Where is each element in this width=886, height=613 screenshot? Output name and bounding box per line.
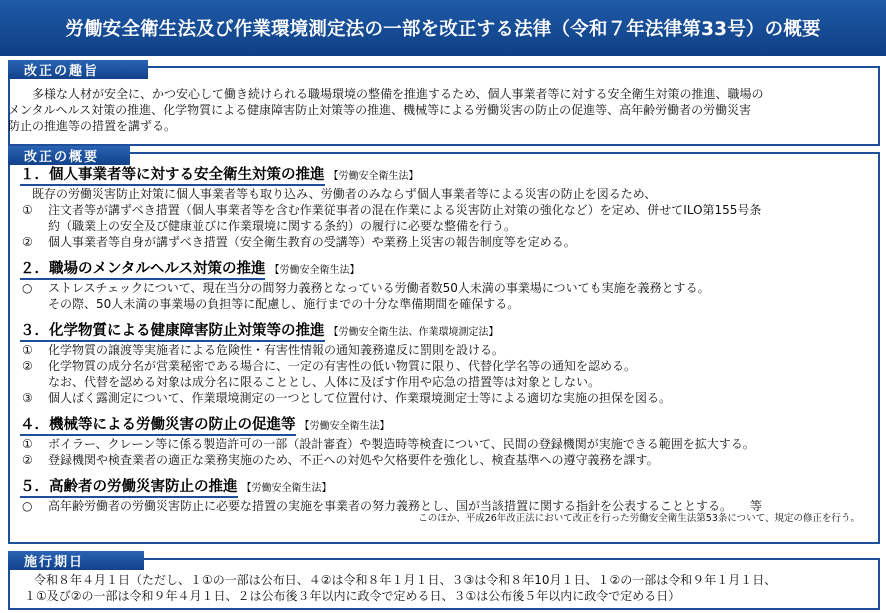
outline-note: このほか、平成26年改正法において改正を行った労働安全衛生法第53条について、規定の修正を行う。 (418, 513, 860, 524)
item-mark: ○ (22, 499, 33, 513)
item-law: 【労働安全衛生法、作業環境測定法】 (328, 327, 499, 338)
page-title: 労働安全衛生法及び作業環境測定法の一部を改正する法律（令和７年法律第33号）の概要 (65, 19, 821, 40)
item-law: 【労働安全衛生法】 (328, 171, 419, 182)
outline (10, 154, 878, 525)
item-title: ２．職場のメンタルヘルス対策の推進 (20, 260, 265, 280)
item-mark: ① (22, 343, 33, 357)
item-mark: ② (22, 453, 33, 467)
outline-item-2 (20, 260, 870, 312)
outline-item-4 (20, 416, 870, 468)
shiko-line: １①及び②の一部は令和９年４月１日、２は公布後３年以内に政令で定める日、３①は公布後５年以内に政令で定める日） (24, 589, 681, 603)
shushi-line: 多様な人材が安全に、かつ安心して働き続けられる職場環境の整備を推進するため、個人事業者等に対する安全衛生対策の推進、職場の (32, 87, 764, 101)
item-mark: ① (22, 203, 33, 217)
shushi-line: メンタルヘルス対策の推進、化学物質による健康障害防止対策等の推進、機械等による労働災害の防止の促進等、高年齢労働者の労働災害 (8, 103, 752, 117)
item-point: 化学物質の成分名が営業秘密である場合に、一定の有害性の低い物質に限り、代替化学名等の通知を認める。 (48, 359, 637, 373)
shiko-label: 施行期日 (8, 551, 144, 570)
item-mark: ② (22, 235, 33, 249)
item-title: ５．高齢者の労働災害防止の推進 (20, 478, 238, 498)
shushi-line: 防止の推進等の措置を講ずる。 (8, 119, 177, 133)
item-law: 【労働安全衛生法】 (241, 483, 332, 494)
outline-item-1 (20, 166, 870, 250)
shushi-label: 改正の趣旨 (8, 60, 148, 79)
item-title: ４．機械等による労働災害の防止の促進等 (20, 416, 296, 436)
item-mark: ① (22, 437, 33, 451)
item-point: ボイラー、クレーン等に係る製造許可の一部（設計審査）や製造時等検査について、民間の登録機関が実施できる範囲を拡大する。 (48, 437, 755, 451)
item-law: 【労働安全衛生法】 (299, 421, 390, 432)
item-title: ３．化学物質による健康障害防止対策等の推進 (20, 322, 325, 342)
gaiyo-box (8, 152, 880, 544)
item-mark: ② (22, 359, 33, 373)
item-point-cont: その際、50人未満の事業場の負担等に配慮し、施行までの十分な準備期間を確保する。 (48, 297, 520, 311)
item-mark: ③ (22, 391, 33, 405)
item-point: 個人事業者等自身が講ずべき措置（安全衛生教育の受講等）や業務上災害の報告制度等を定める。 (48, 235, 576, 249)
item-mark: ○ (22, 281, 33, 295)
item-point: ストレスチェックについて、現在当分の間努力義務となっている労働者数50人未満の事業場についても実施を義務とする。 (48, 281, 710, 295)
item-lead: 既存の労働災害防止対策に個人事業者等も取り込み、労働者のみならず個人事業者等による災害の防止を図るため、 (32, 187, 657, 201)
title-bar (0, 0, 886, 56)
item-point: 注文者等が講ずべき措置（個人事業者等を含む作業従事者の混在作業による災害防止対策の強化など）を定め、併せてILO第155号条 (48, 203, 762, 217)
item-point: 登録機関や検査業者の適正な業務実施のため、不正への対処や欠格要件を強化し、検査基準への遵守義務を課す。 (48, 453, 659, 467)
outline-item-5 (20, 478, 870, 525)
gaiyo-label: 改正の概要 (8, 146, 130, 165)
item-law: 【労働安全衛生法】 (269, 265, 360, 276)
item-title: １．個人事業者等に対する安全衛生対策の推進 (20, 166, 325, 186)
item-point: 高年齢労働者の労働災害防止に必要な措置の実施を事業者の努力義務とし、国が当該措置に関する指針を公表することとする。 等 (48, 499, 763, 513)
item-point: 個人ばく露測定について、作業環境測定の一つとして位置付け、作業環境測定士等による適切な実施の担保を図る。 (48, 391, 672, 405)
item-point-cont: なお、代替を認める対象は成分名に限ることとし、人体に及ぼす作用や応急の措置等は対象としない。 (48, 375, 601, 389)
shiko-line: 令和８年４月１日（ただし、１①の一部は公布日、４②は令和８年１月１日、３③は令和８年10月１日、１②の一部は令和９年１月１日、 (34, 573, 777, 587)
outline-item-3 (20, 322, 870, 406)
item-point-cont: 約（職業上の安全及び健康並びに作業環境に関する条約）の履行に必要な整備を行う。 (48, 219, 517, 233)
item-point: 化学物質の譲渡等実施者による危険性・有害性情報の通知義務違反に罰則を設ける。 (48, 343, 505, 357)
